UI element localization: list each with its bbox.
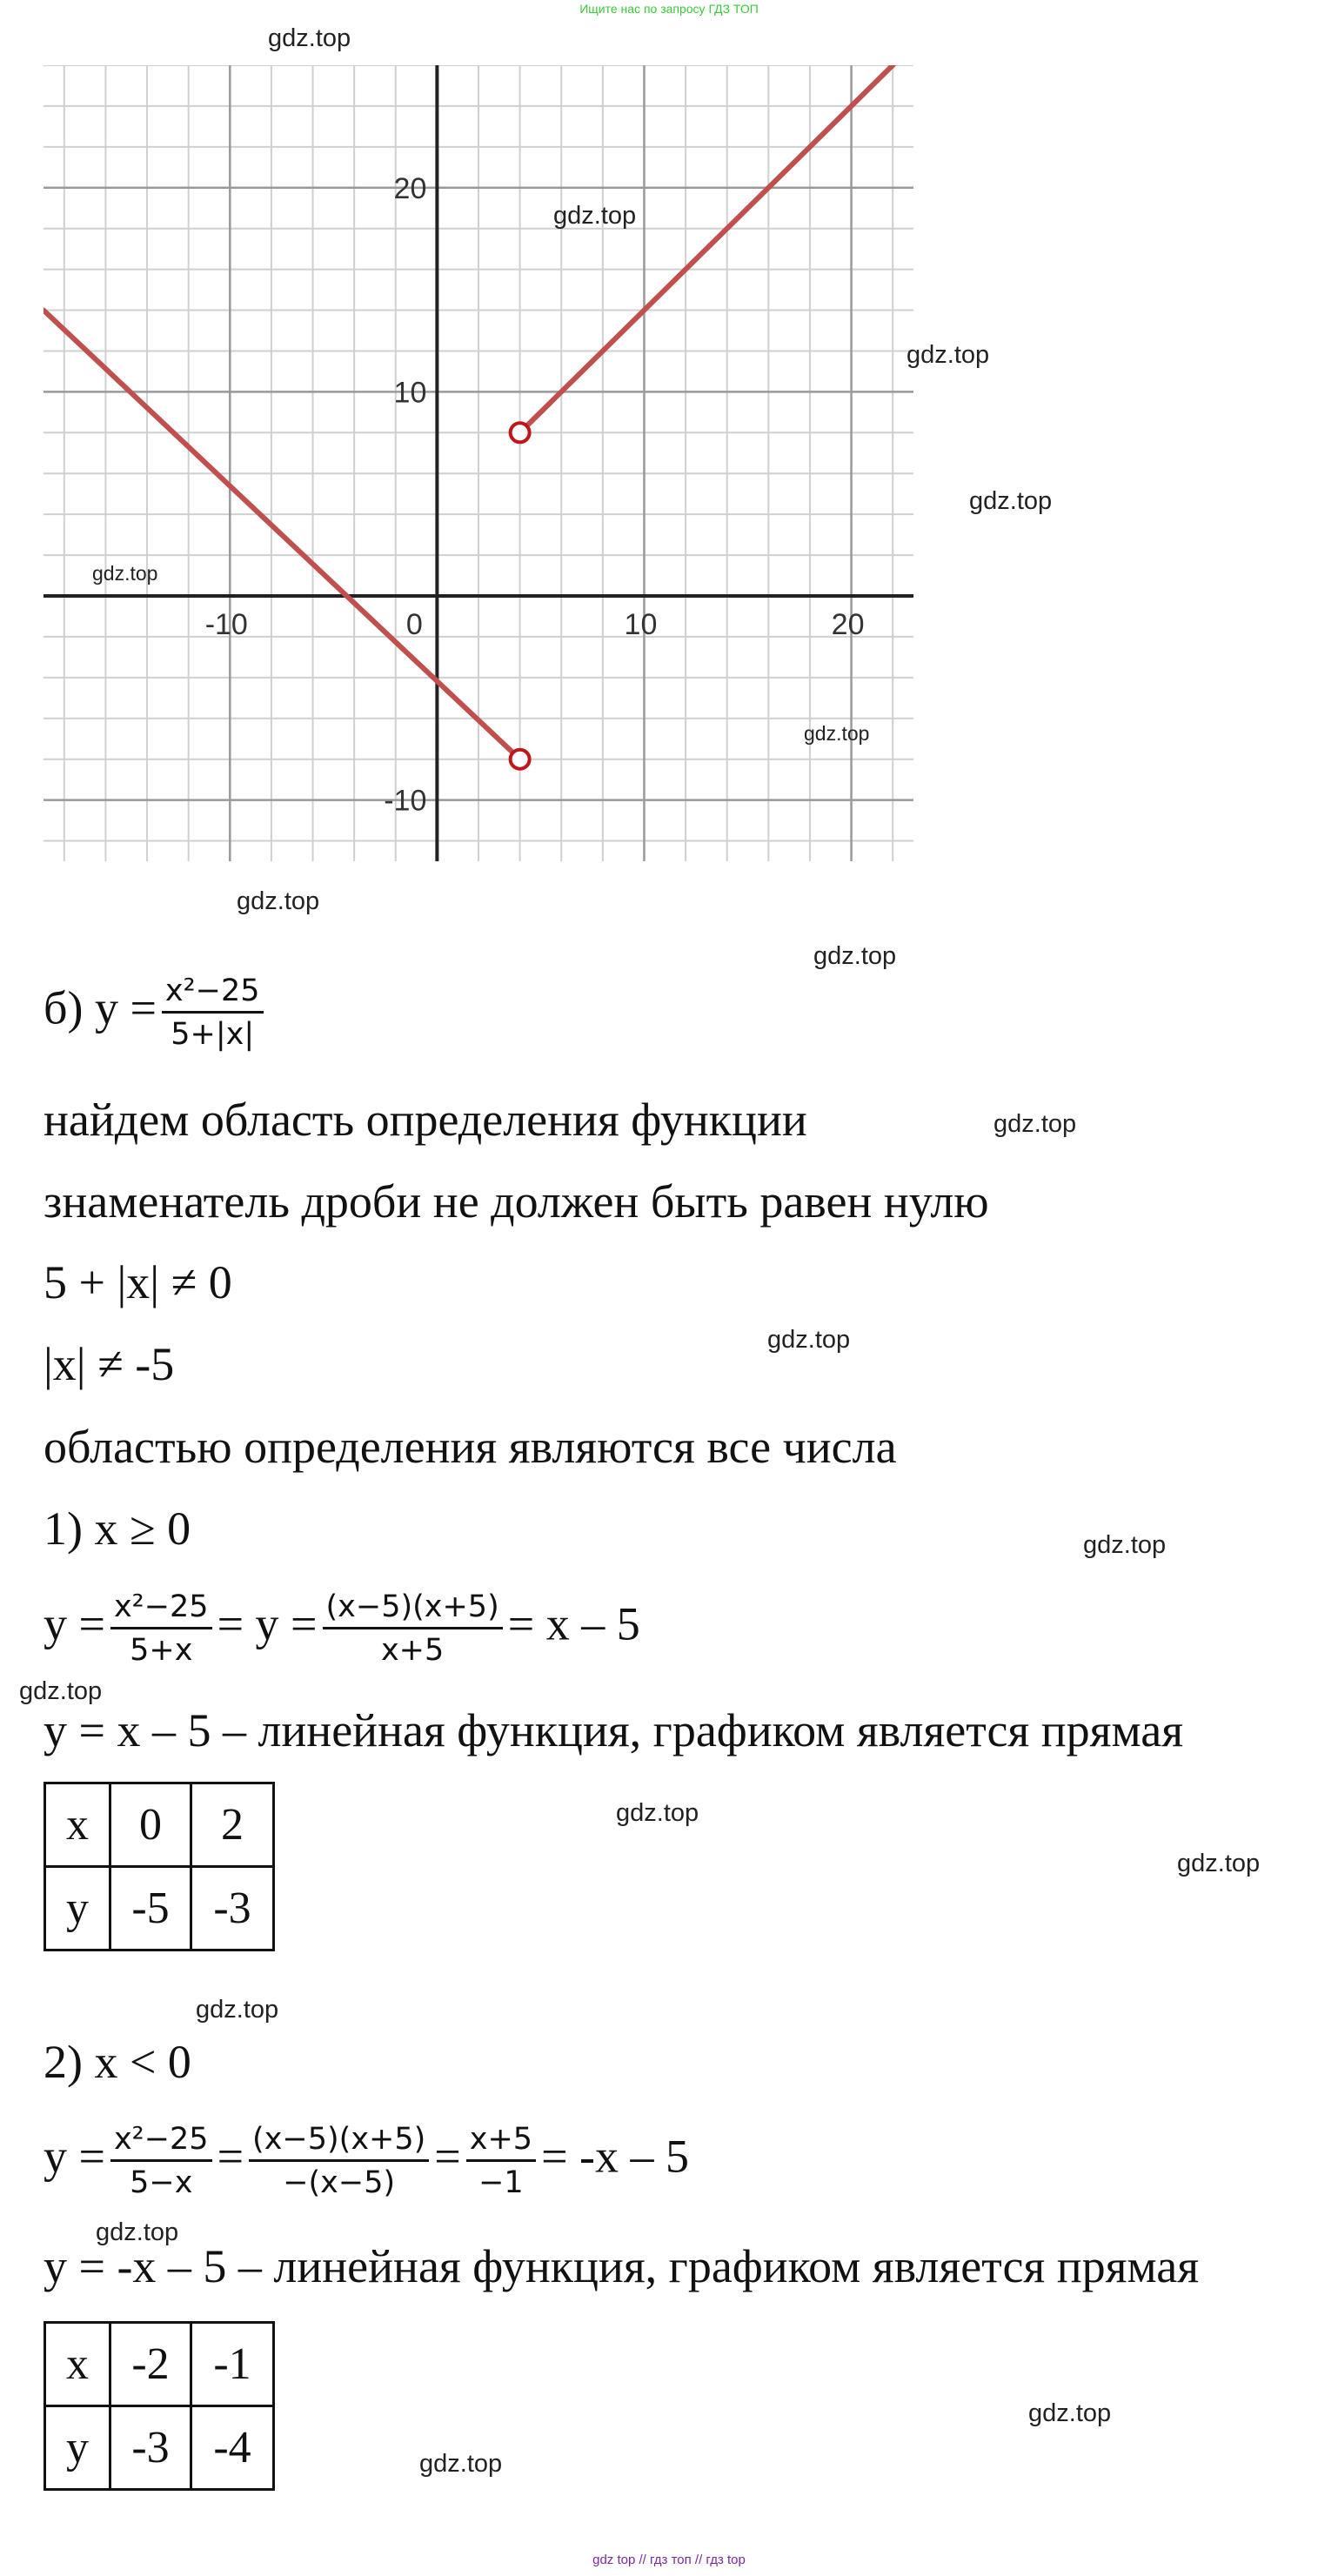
fraction-denominator: x+5 — [323, 1627, 503, 1669]
text-line: знаменатель дроби не должен быть равен нулю — [43, 1175, 989, 1228]
table-cell: -2 — [110, 2323, 191, 2406]
table-row — [45, 2323, 274, 2406]
table-cell: 0 — [110, 1783, 191, 1867]
open-point — [511, 423, 530, 442]
eq-text: = y = — [217, 1597, 318, 1650]
x-tick-label: 20 — [831, 608, 865, 641]
text-line: |x| ≠ -5 — [43, 1338, 175, 1390]
watermark: gdz.top — [553, 202, 637, 230]
table-cell: -5 — [110, 1867, 191, 1950]
watermark: gdz.top — [268, 24, 351, 52]
watermark: gdz.top — [419, 2450, 503, 2478]
watermark: gdz.top — [813, 942, 897, 970]
fraction-numerator: x²−25 — [113, 2122, 209, 2157]
y-tick-label: 20 — [393, 171, 427, 205]
fraction-numerator: (x−5)(x+5) — [252, 2122, 426, 2157]
values-table-1 — [43, 1782, 275, 1951]
table-row — [45, 2406, 274, 2490]
table-cell: y — [45, 1867, 110, 1950]
watermark: gdz.top — [804, 722, 870, 745]
eq-text: = — [217, 2130, 244, 2183]
table-cell: x — [45, 1783, 110, 1867]
eq-text: y = — [43, 1597, 105, 1650]
text-line: найдем область определения функции — [43, 1094, 807, 1146]
fraction — [466, 2121, 536, 2201]
table-cell: -1 — [191, 2323, 274, 2406]
fraction — [249, 2121, 429, 2201]
open-point — [511, 750, 530, 769]
watermark: gdz.top — [993, 1110, 1077, 1138]
watermark: gdz.top — [969, 487, 1053, 515]
part-b-label: б) y = — [43, 981, 157, 1034]
fraction-denominator: 5+|x| — [162, 1011, 264, 1053]
watermark: gdz.top — [96, 2218, 179, 2246]
case2-equation — [43, 2121, 689, 2201]
x-tick-label: 0 — [405, 608, 423, 641]
fraction-denominator: 5−x — [110, 2159, 212, 2201]
header-note: Ищите нас по запросу ГДЗ ТОП — [579, 2, 759, 16]
table-cell: -3 — [191, 1867, 274, 1950]
part-b-heading — [43, 973, 269, 1053]
y-tick-label: 10 — [393, 376, 427, 410]
watermark: gdz.top — [1083, 1531, 1167, 1559]
fraction — [110, 1589, 212, 1669]
table-cell: y — [45, 2406, 110, 2490]
table-cell: x — [45, 2323, 110, 2406]
table-cell: 2 — [191, 1783, 274, 1867]
eq-text: = x – 5 — [507, 1597, 640, 1650]
values-table-2 — [43, 2321, 275, 2491]
function-graph — [43, 65, 913, 861]
fraction-denominator: 5+x — [110, 1627, 212, 1669]
fraction-denominator: −1 — [466, 2159, 536, 2201]
part-b-fraction — [162, 973, 264, 1053]
fraction — [323, 1589, 503, 1669]
text-line: 5 + |x| ≠ 0 — [43, 1256, 232, 1308]
text-line: областью определения являются все числа — [43, 1421, 897, 1473]
watermark: gdz.top — [1028, 2399, 1112, 2427]
table-cell: -3 — [110, 2406, 191, 2490]
watermark: gdz.top — [1177, 1850, 1261, 1877]
x-tick-label: 10 — [624, 608, 658, 641]
fraction — [110, 2121, 212, 2201]
fraction-numerator: x²−25 — [113, 1589, 209, 1624]
watermark: gdz.top — [19, 1677, 103, 1705]
watermark: gdz.top — [92, 562, 158, 585]
watermark: gdz.top — [237, 887, 320, 915]
case2-label: 2) x < 0 — [43, 2036, 191, 2088]
case1-equation — [43, 1589, 640, 1669]
case2-description: y = -x – 5 – линейная функция, графиком является прямая — [43, 2240, 1200, 2292]
footer-note: gdz top // гдз топ // гдз top — [592, 2553, 746, 2567]
eq-text: = -x – 5 — [541, 2130, 689, 2183]
x-tick-label: -10 — [204, 608, 248, 641]
table-cell: -4 — [191, 2406, 274, 2490]
table-row — [45, 1783, 274, 1867]
y-tick-label: -10 — [384, 784, 427, 818]
fraction-numerator: x+5 — [469, 2122, 533, 2157]
watermark: gdz.top — [906, 341, 990, 369]
watermark: gdz.top — [616, 1799, 699, 1827]
fraction-denominator: −(x−5) — [249, 2159, 429, 2201]
watermark: gdz.top — [767, 1326, 851, 1354]
eq-text: y = — [43, 2130, 105, 2183]
case1-description: y = x – 5 – линейная функция, графиком является прямая — [43, 1704, 1184, 1756]
eq-text: = — [434, 2130, 461, 2183]
fraction-numerator: x²−25 — [164, 974, 260, 1008]
fraction-numerator: (x−5)(x+5) — [325, 1589, 499, 1624]
case1-label: 1) x ≥ 0 — [43, 1502, 191, 1555]
table-row — [45, 1867, 274, 1950]
watermark: gdz.top — [196, 1996, 279, 2024]
